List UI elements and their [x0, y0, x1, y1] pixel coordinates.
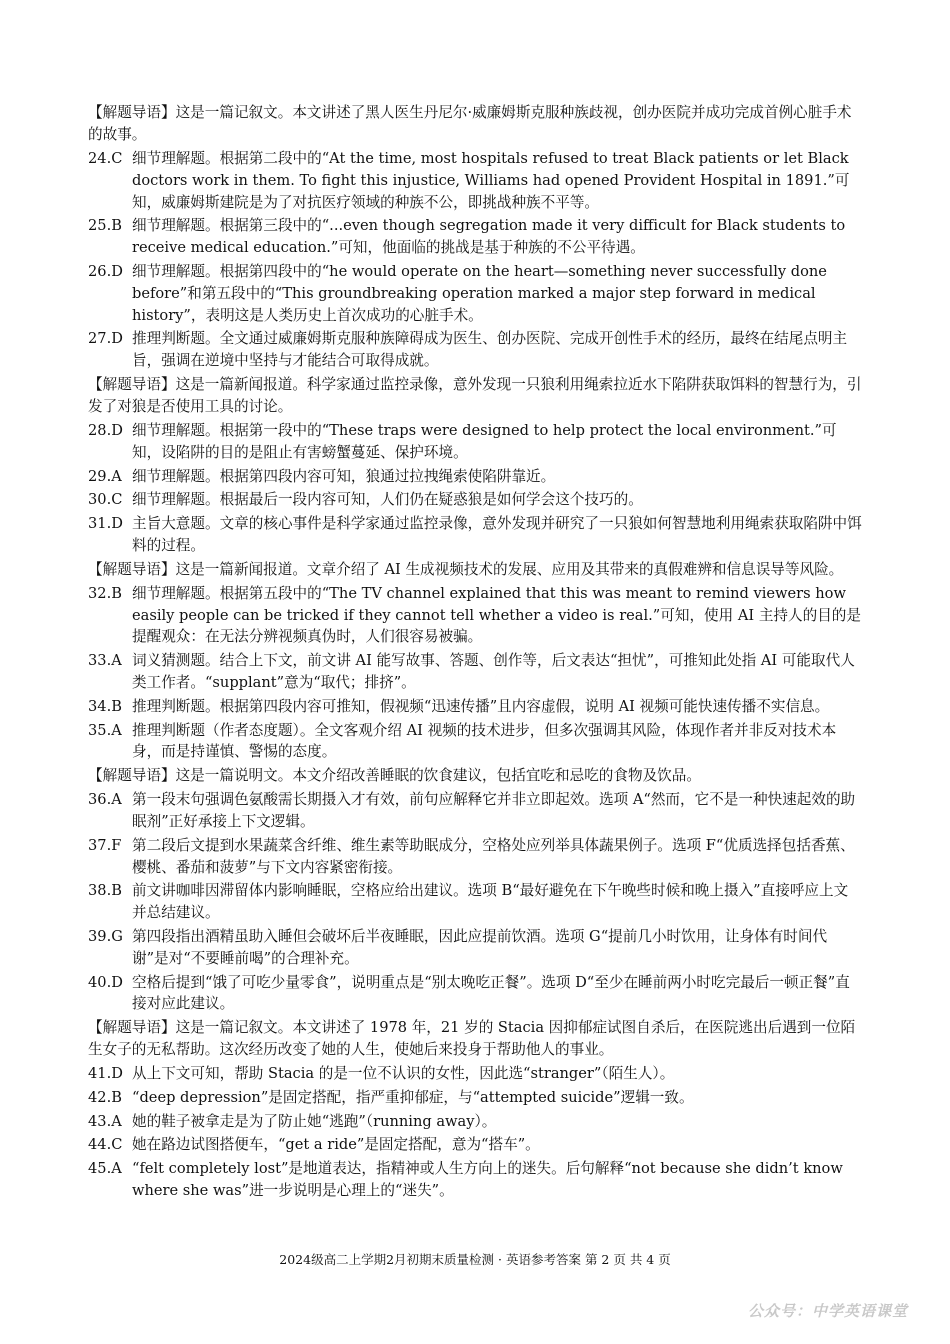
- answer-explanation: 第二段后文提到水果蔬菜含纤维、维生素等助眠成分，空格处应列举具体蔬果例子。选项 F“优质选择包括香蕉、樱桃、番茄和菠萝”与下文内容紧密衔接。: [132, 836, 855, 876]
- answer-explanation: 细节理解题。根据第四段内容可知，狼通过拉拽绳索使陷阱靠近。: [132, 467, 556, 485]
- answer-number: 26.D: [88, 262, 123, 280]
- answer-explanation: 主旨大意题。文章的核心事件是科学家通过监控录像，意外发现并研究了一只狼如何智慧地利用绳索获取陷阱中饵料的过程。: [132, 515, 862, 554]
- answer-item: [88, 835, 862, 879]
- section-guide: 【解题导语】这是一篇记叙文。本文讲述了黑人医生丹尼尔·威廉姆斯克服种族歧视，创办医院并成功完成首例心脏手术的故事。: [88, 104, 852, 143]
- answer-explanation: 从上下文可知，帮助 Stacia 的是一位不认识的女性，因此选“stranger”（陌生人）。: [132, 1065, 675, 1083]
- answer-explanation: 细节理解题。根据第一段中的“These traps were designed to help protect the local environment.”可知，设陷阱的目的是阻止有害螃蟹蔓延、保护环境。: [132, 421, 837, 461]
- answer-number: 33.A: [88, 652, 122, 670]
- answer-explanation: 细节理解题。根据第五段中的“The TV channel explained that this was meant to remind viewers how easily people can be tricked if they cannot tell whether a video is real.”可知，使用 AI 主持人的目的是提醒观众：在无法分辨视频真伪时，人们很容易被骗。: [132, 584, 861, 646]
- answer-item: [88, 972, 862, 1016]
- answer-number: 32.B: [88, 584, 122, 602]
- answer-number: 35.A: [88, 721, 122, 739]
- answer-explanation: 空格后提到“饿了可吃少量零食”，说明重点是“别太晚吃正餐”。选项 D“至少在睡前两小时吃完最后一顿正餐”直接对应此建议。: [132, 973, 850, 1013]
- answer-explanation: 细节理解题。根据最后一段内容可知，人们仍在疑惑狼是如何学会这个技巧的。: [132, 491, 643, 509]
- answer-number: 41.D: [88, 1065, 123, 1083]
- answer-number: 28.D: [88, 421, 123, 439]
- answer-explanation: 推理判断题。全文通过威廉姆斯克服种族障碍成为医生、创办医院、完成开创性手术的经历，最终在结尾点明主旨，强调在逆境中坚持与才能结合可取得成就。: [132, 330, 848, 370]
- answer-item: [88, 489, 862, 511]
- answer-number: 25.B: [88, 217, 122, 235]
- answer-explanation: 词义猜测题。结合上下文，前文讲 AI 能写故事、答题、创作等，后文表达“担忧”，可推知此处指 AI 可能取代人类工作者。“supplant”意为“取代；排挤”。: [132, 652, 855, 691]
- answer-item: [88, 650, 862, 694]
- answer-explanation: 她在路边试图搭便车，“get a ride”是固定搭配，意为“搭车”。: [132, 1136, 540, 1154]
- answer-item: [88, 880, 862, 924]
- answer-item: [88, 215, 862, 259]
- answer-item: [88, 466, 862, 488]
- answer-explanation: 她的鞋子被拿走是为了防止她“逃跑”（running away）。: [132, 1112, 497, 1130]
- answer-item: [88, 328, 862, 372]
- answer-number: 39.G: [88, 927, 123, 945]
- answer-item: [88, 1063, 862, 1085]
- answer-content: [88, 102, 862, 1204]
- answer-number: 44.C: [88, 1136, 123, 1154]
- answer-item: [88, 261, 862, 326]
- section-guide: 【解题导语】这是一篇说明文。本文介绍改善睡眠的饮食建议，包括宜吃和忌吃的食物及饮品。: [88, 767, 701, 785]
- answer-explanation: 前文讲咖啡因滞留体内影响睡眠，空格应给出建议。选项 B“最好避免在下午晚些时候和晚上摄入”直接呼应上文并总结建议。: [132, 882, 849, 922]
- answer-explanation: 细节理解题。根据第三段中的“...even though segregation made it very difficult for Black students to receive medical education.”可知，他面临的挑战是基于种族的不公平待遇。: [132, 217, 846, 257]
- answer-number: 45.A: [88, 1160, 122, 1178]
- answer-item: [88, 1134, 862, 1156]
- answer-item: [88, 1087, 862, 1109]
- answer-explanation: 第一段末句强调色氨酸需长期摄入才有效，前句应解释它并非立即起效。选项 A“然而，它不是一种快速起效的助眠剂”正好承接上下文逻辑。: [132, 791, 856, 830]
- answer-item: [88, 926, 862, 970]
- watermark: 公众号：中学英语课堂: [747, 1302, 908, 1320]
- page-footer: 2024级高二上学期2月初期末质量检测 · 英语参考答案 第 2 页 共 4 页: [279, 1252, 671, 1267]
- answer-explanation: 推理判断题。根据第四段内容可推知，假视频“迅速传播”且内容虚假，说明 AI 视频可能快速传播不实信息。: [132, 697, 830, 715]
- answer-number: 42.B: [88, 1088, 122, 1106]
- answer-item: [88, 696, 862, 718]
- answer-item: [88, 789, 862, 833]
- answer-explanation: 第四段指出酒精虽助入睡但会破坏后半夜睡眠，因此应提前饮酒。选项 G“提前几小时饮用，让身体有时间代谢”是对“不要睡前喝”的合理补充。: [132, 927, 828, 967]
- answer-number: 43.A: [88, 1112, 122, 1130]
- answer-number: 29.A: [88, 467, 122, 485]
- answer-number: 31.D: [88, 515, 123, 533]
- answer-item: [88, 148, 862, 213]
- answer-item: [88, 513, 862, 557]
- answer-explanation: 推理判断题（作者态度题）。全文客观介绍 AI 视频的技术进步，但多次强调其风险，体现作者并非反对技术本身，而是持谨慎、警惕的态度。: [132, 721, 837, 761]
- answer-number: 24.C: [88, 150, 123, 167]
- answer-number: 38.B: [88, 882, 122, 900]
- answer-number: 36.A: [88, 791, 122, 809]
- answer-number: 37.F: [88, 836, 122, 854]
- section-guide: 【解题导语】这是一篇新闻报道。文章介绍了 AI 生成视频技术的发展、应用及其带来的真假难辨和信息误导等风险。: [88, 560, 844, 578]
- answer-number: 40.D: [88, 973, 123, 991]
- answer-item: [88, 583, 862, 648]
- answer-item: [88, 720, 862, 764]
- answer-number: 30.C: [88, 491, 123, 509]
- section-guide: 【解题导语】这是一篇新闻报道。科学家通过监控录像，意外发现一只狼利用绳索拉近水下陷阱获取饵料的智慧行为，引发了对狼是否使用工具的讨论。: [88, 375, 862, 415]
- answer-number: 27.D: [88, 330, 123, 348]
- answer-item: [88, 420, 862, 464]
- section-guide: 【解题导语】这是一篇记叙文。本文讲述了 1978 年，21 岁的 Stacia 因抑郁症试图自杀后，在医院逃出后遇到一位陌生女子的无私帮助。这次经历改变了她的人生，使她后来投身于帮助他人的事业。: [88, 1019, 856, 1059]
- answer-number: 34.B: [88, 697, 122, 715]
- answer-explanation: “deep depression”是固定搭配，指严重抑郁症，与“attempted suicide”逻辑一致。: [132, 1088, 694, 1106]
- answer-item: [88, 1158, 862, 1202]
- answer-explanation: “felt completely lost”是地道表达，指精神或人生方向上的迷失。后句解释“not because she didn’t know where she was”进一步说明是心理上的“迷失”。: [132, 1160, 843, 1200]
- answer-explanation: 细节理解题。根据第四段中的“he would operate on the heart—something never successfully done before”和第五段中的“This groundbreaking operation marked a major step forward in medical history”，表明这是人类历史上首次成功的心脏手术。: [132, 262, 827, 324]
- answer-explanation: 细节理解题。根据第二段中的“At the time, most hospitals refused to treat Black patients or let Black doctors work in them. To fight this injustice, Williams had opened Provident Hospital in 1891.”可知，威廉姆斯建院是为了对抗医疗领域的种族不公，即挑战种族不平等。: [132, 150, 850, 211]
- answer-item: [88, 1111, 862, 1133]
